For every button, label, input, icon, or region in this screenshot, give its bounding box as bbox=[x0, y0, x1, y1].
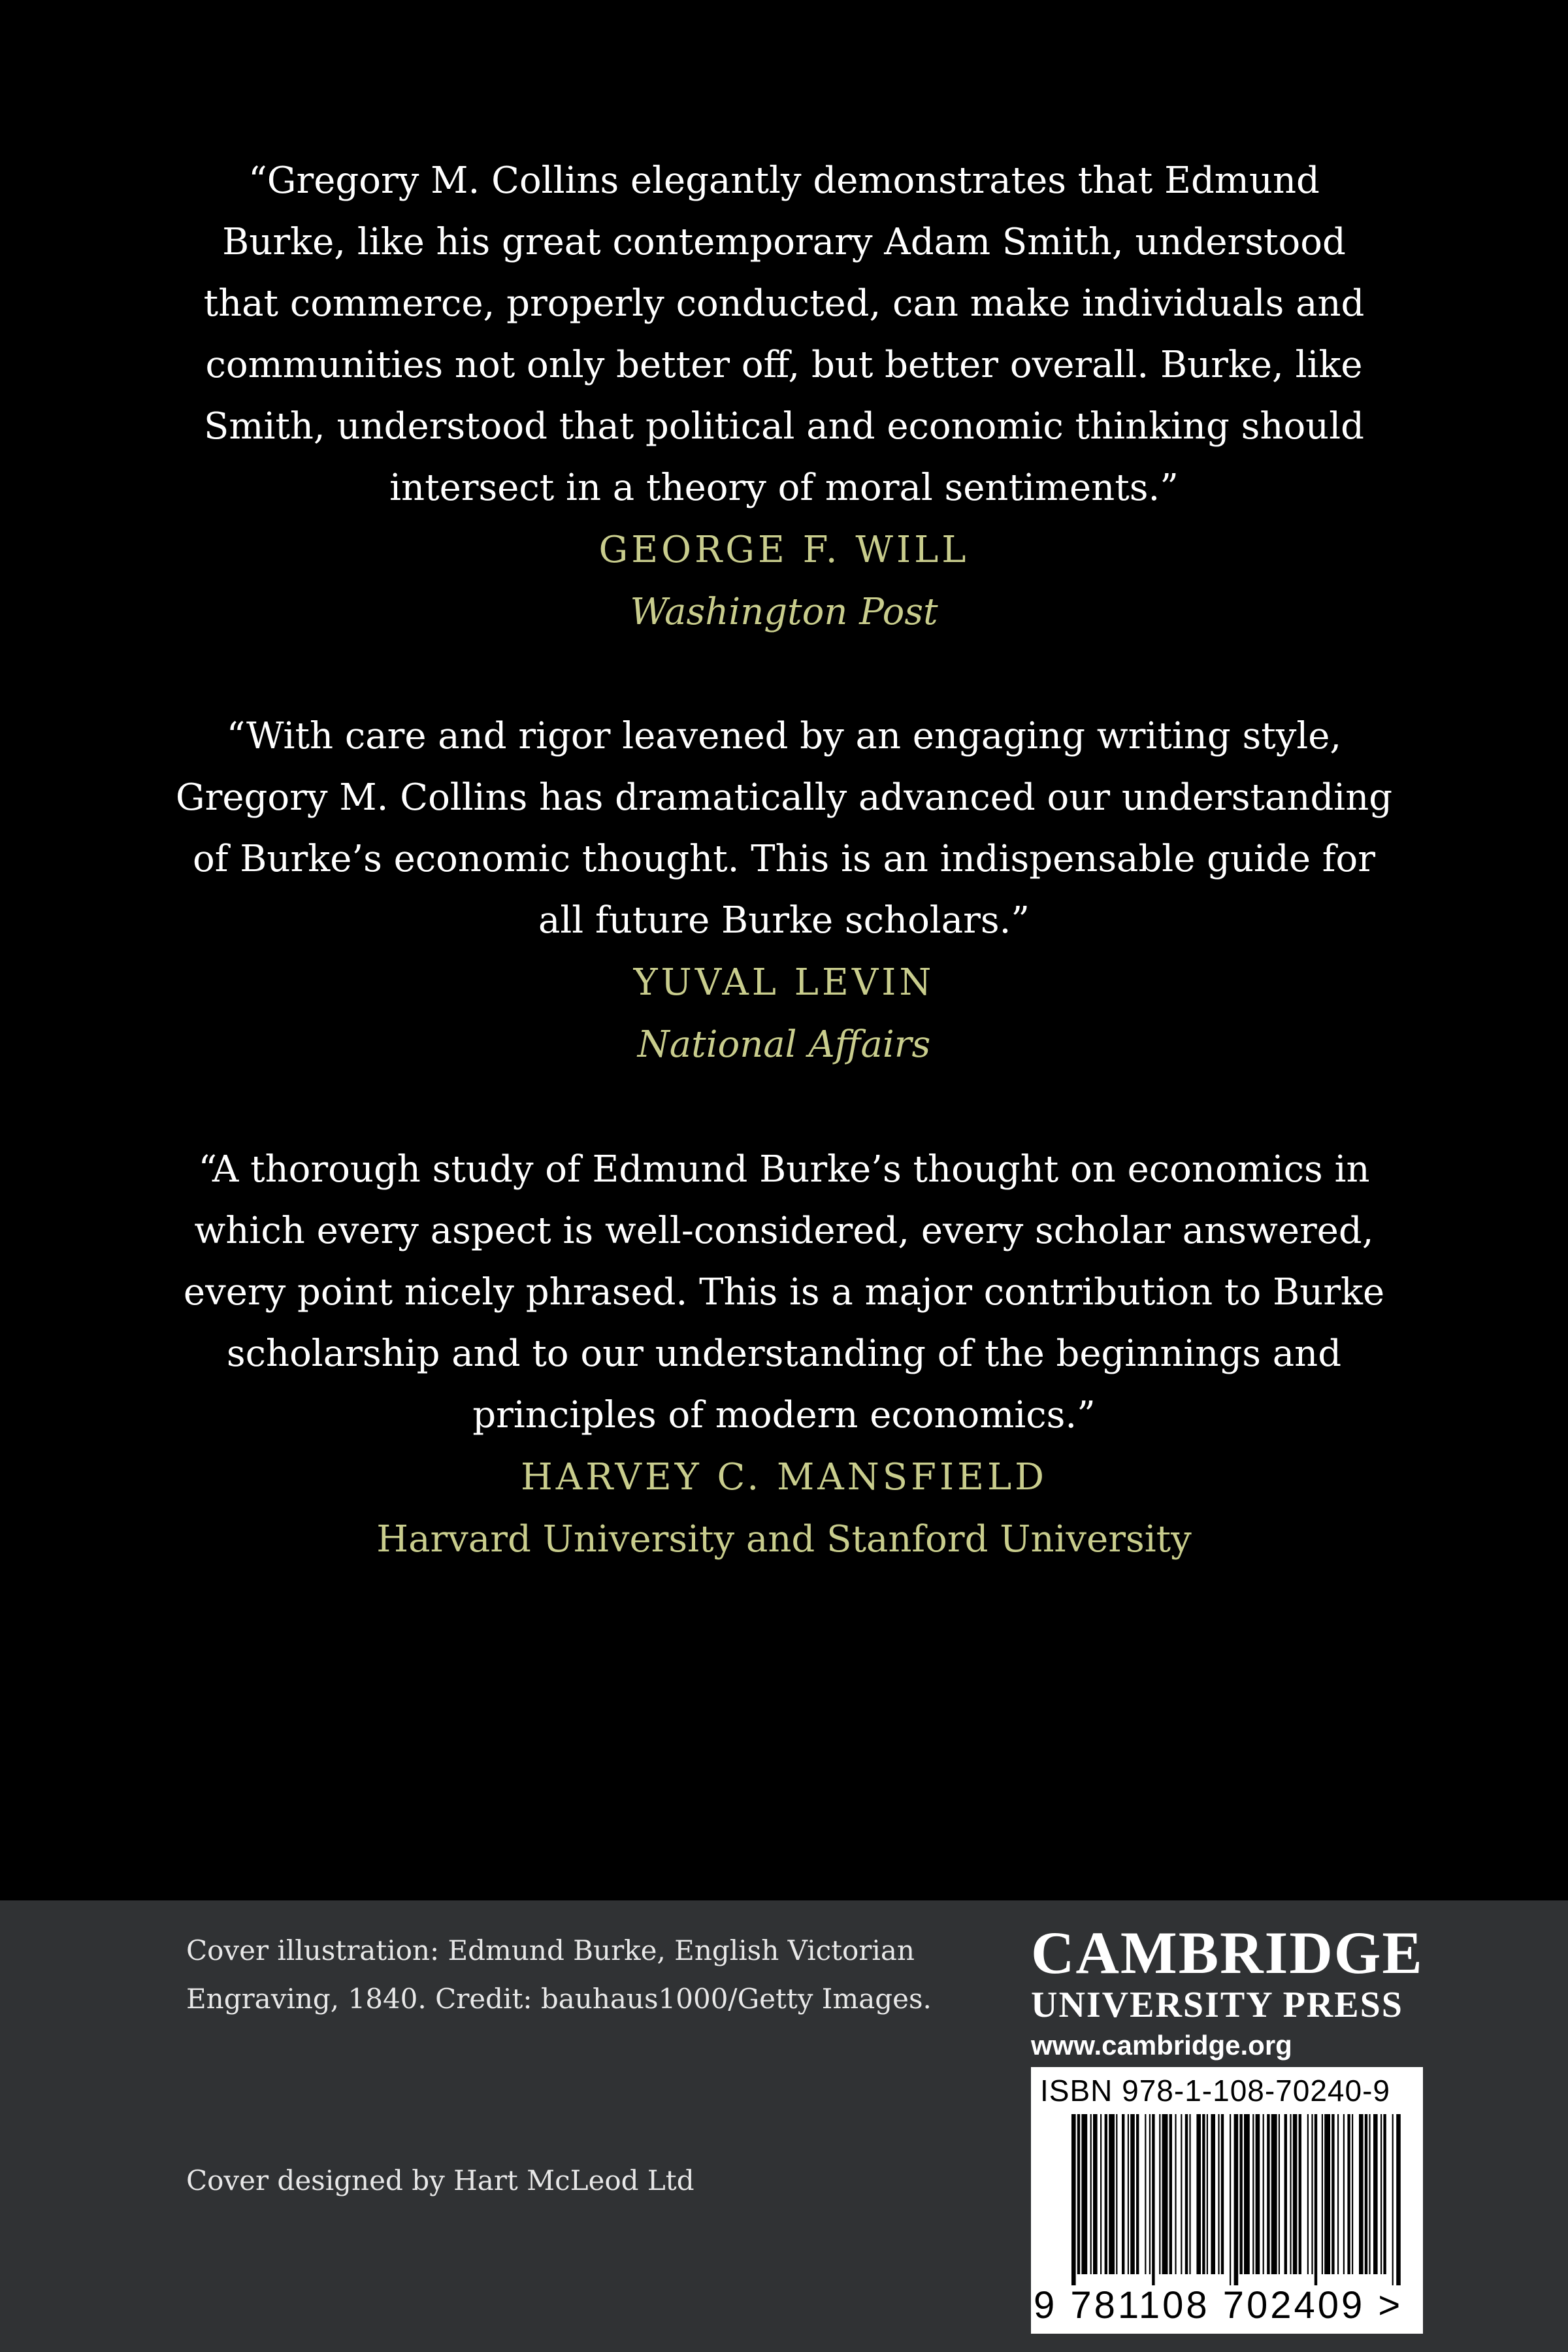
barcode-bar bbox=[1343, 2114, 1345, 2274]
isbn-barcode bbox=[1031, 2067, 1423, 2334]
quote-text bbox=[131, 1139, 1437, 1446]
barcode-bar bbox=[1244, 2114, 1250, 2274]
barcode-bar bbox=[1396, 2114, 1401, 2285]
quote-line: “A thorough study of Edmund Burke’s thought on economics in bbox=[198, 1148, 1370, 1191]
barcode-bar bbox=[1359, 2114, 1364, 2274]
barcode-bar bbox=[1093, 2114, 1098, 2274]
barcode-bar bbox=[1152, 2114, 1154, 2285]
barcode-bar bbox=[1128, 2114, 1129, 2274]
barcode-bar bbox=[1130, 2114, 1135, 2274]
barcode-bar bbox=[1185, 2114, 1188, 2274]
barcode-bar bbox=[1271, 2114, 1277, 2274]
barcode-bar bbox=[1181, 2114, 1182, 2274]
barcode-bar bbox=[1380, 2114, 1382, 2274]
quote-text bbox=[131, 150, 1437, 519]
quote-line: “With care and rigor leavened by an engaging writing style, bbox=[226, 715, 1342, 757]
design-credit: Cover designed by Hart McLeod Ltd bbox=[186, 2164, 694, 2196]
publisher-url: www.cambridge.org bbox=[1031, 2030, 1292, 2061]
barcode-bar bbox=[1207, 2114, 1208, 2274]
barcode-bar bbox=[1293, 2114, 1298, 2274]
barcode-bar bbox=[1149, 2114, 1151, 2274]
barcode-bar bbox=[1175, 2114, 1176, 2274]
barcode-bar bbox=[1347, 2114, 1350, 2274]
barcode-bar bbox=[1202, 2114, 1205, 2274]
quote-line: which every aspect is well-considered, every scholar answered, bbox=[194, 1210, 1374, 1252]
barcode-bar bbox=[1145, 2114, 1146, 2274]
barcode-bar bbox=[1315, 2114, 1317, 2285]
quote-line: of Burke’s economic thought. This is an indispensable guide for bbox=[193, 838, 1375, 880]
barcode-bar bbox=[1239, 2114, 1242, 2274]
attribution-source: Washington Post bbox=[630, 591, 938, 633]
attribution-source: Harvard University and Stanford University bbox=[376, 1518, 1192, 1561]
quote-line: Smith, understood that political and economic thinking should bbox=[203, 405, 1364, 448]
barcode-bar bbox=[1331, 2114, 1334, 2274]
barcode-bar bbox=[1322, 2114, 1323, 2274]
barcode-bar bbox=[1337, 2114, 1339, 2274]
barcode-bar bbox=[1234, 2114, 1239, 2285]
barcode-bar bbox=[1071, 2114, 1076, 2285]
barcode-bar bbox=[1122, 2114, 1124, 2274]
barcode-bar bbox=[1263, 2114, 1264, 2274]
barcode-bar bbox=[1369, 2114, 1370, 2274]
barcode-icon bbox=[1031, 2114, 1423, 2285]
quote-line: Gregory M. Collins has dramatically advanced our understanding bbox=[175, 776, 1393, 819]
quote-yuval-levin bbox=[131, 706, 1437, 1076]
barcode-bar bbox=[1211, 2114, 1215, 2274]
barcode-bar bbox=[1279, 2114, 1280, 2274]
barcode-bar bbox=[1352, 2114, 1353, 2274]
barcode-bar bbox=[1284, 2114, 1287, 2274]
barcode-bar bbox=[1383, 2114, 1386, 2274]
credit-line: Engraving, 1840. Credit: bauhaus1000/Getty Images. bbox=[186, 1983, 932, 2015]
barcode-bar bbox=[1311, 2114, 1313, 2274]
quote-line: that commerce, properly conducted, can make individuals and bbox=[203, 282, 1365, 325]
quote-line: “Gregory M. Collins elegantly demonstrates that Edmund bbox=[248, 159, 1320, 202]
footer-band bbox=[0, 1900, 1568, 2352]
barcode-bar bbox=[1230, 2114, 1231, 2285]
barcode-bar bbox=[1290, 2114, 1291, 2274]
illustration-credit bbox=[186, 1927, 932, 2023]
quote-line: scholarship and to our understanding of the beginnings and bbox=[226, 1333, 1342, 1375]
barcode-bar bbox=[1267, 2114, 1269, 2274]
barcode-bar bbox=[1077, 2114, 1080, 2274]
attribution-source: National Affairs bbox=[637, 1023, 931, 1066]
barcode-bar bbox=[1392, 2114, 1394, 2285]
barcode-bar bbox=[1299, 2114, 1301, 2274]
barcode-bar bbox=[1373, 2114, 1378, 2274]
barcode-bar bbox=[1136, 2114, 1139, 2274]
quote-line: intersect in a theory of moral sentiments.” bbox=[389, 467, 1179, 509]
barcode-bar bbox=[1252, 2114, 1254, 2274]
credit-line: Cover illustration: Edmund Burke, English Victorian bbox=[186, 1934, 915, 1966]
barcode-bar bbox=[1169, 2114, 1172, 2274]
quote-line: communities not only better off, but better overall. Burke, like bbox=[205, 344, 1363, 386]
barcode-bar bbox=[1159, 2114, 1160, 2274]
publisher-name: CAMBRIDGE bbox=[1031, 1919, 1424, 1986]
quote-line: principles of modern economics.” bbox=[472, 1394, 1096, 1436]
barcode-bar bbox=[1162, 2114, 1168, 2274]
barcode-bar bbox=[1221, 2114, 1224, 2274]
attribution-name: HARVEY C. MANSFIELD bbox=[520, 1456, 1048, 1499]
barcode-bar bbox=[1105, 2114, 1107, 2274]
barcode-bar bbox=[1365, 2114, 1367, 2274]
barcode-bar bbox=[1196, 2114, 1201, 2274]
quote-line: Burke, like his great contemporary Adam Smith, understood bbox=[222, 221, 1346, 263]
attribution-name: GEORGE F. WILL bbox=[598, 529, 970, 571]
quote-line: every point nicely phrased. This is a major contribution to Burke bbox=[183, 1271, 1385, 1314]
barcode-bar bbox=[1189, 2114, 1190, 2274]
barcode-bar bbox=[1307, 2114, 1309, 2274]
isbn-label: ISBN 978-1-108-70240-9 bbox=[1040, 2074, 1390, 2108]
quote-text bbox=[131, 706, 1437, 952]
barcode-bar bbox=[1090, 2114, 1092, 2274]
quote-harvey-mansfield bbox=[131, 1139, 1437, 1570]
quote-george-will bbox=[131, 150, 1437, 643]
barcode-bar bbox=[1116, 2114, 1117, 2274]
barcode-digits: 9 781108 702409 > bbox=[1034, 2284, 1403, 2327]
barcode-bar bbox=[1109, 2114, 1115, 2274]
barcode-bar bbox=[1081, 2114, 1087, 2274]
barcode-bar bbox=[1324, 2114, 1330, 2274]
barcode-bar bbox=[1256, 2114, 1260, 2274]
barcode-bar bbox=[1218, 2114, 1219, 2274]
barcode-bar bbox=[1100, 2114, 1102, 2274]
quote-line: all future Burke scholars.” bbox=[538, 899, 1030, 942]
attribution-name: YUVAL LEVIN bbox=[633, 961, 935, 1004]
publisher-subtitle: UNIVERSITY PRESS bbox=[1031, 1985, 1403, 2025]
publisher-logo bbox=[1031, 1920, 1423, 2064]
